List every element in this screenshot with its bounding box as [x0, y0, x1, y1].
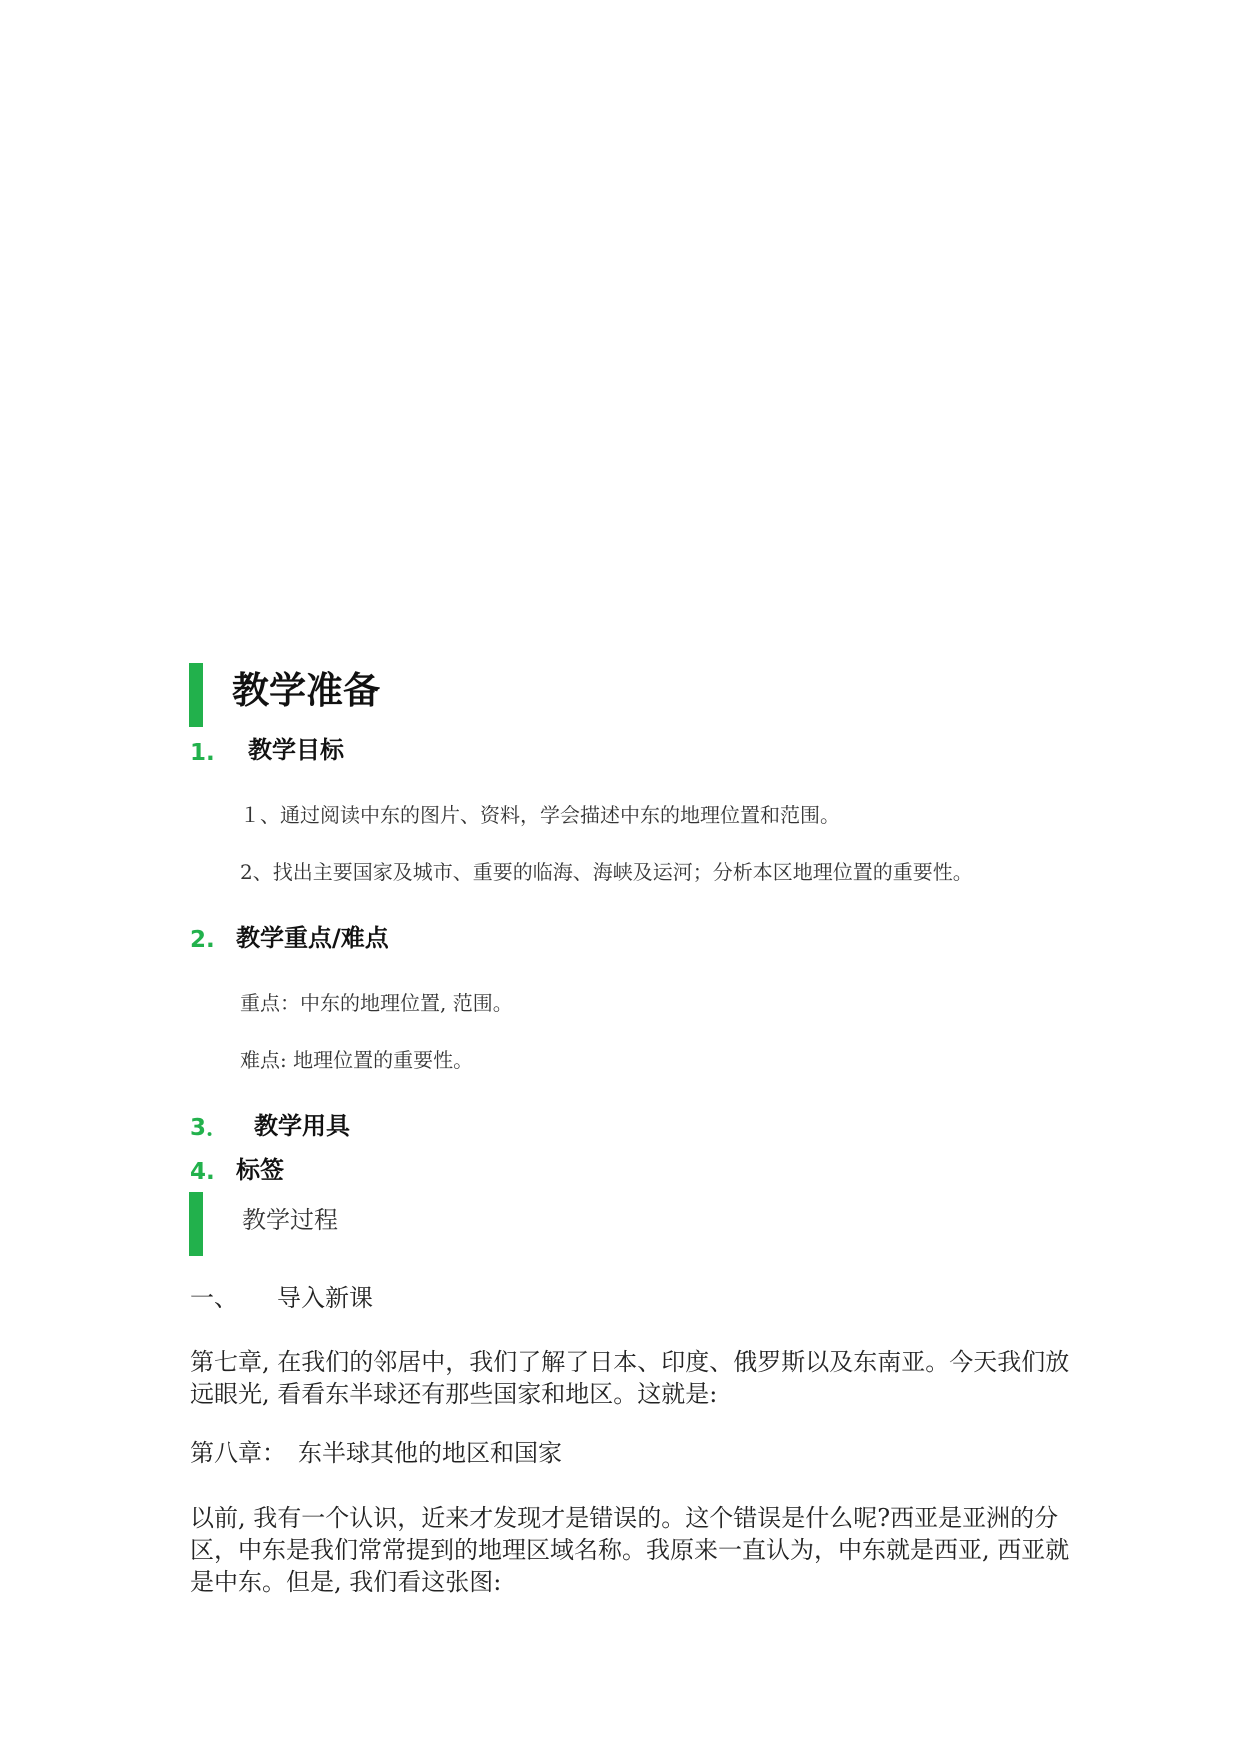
- subsection-title: 教学过程: [242, 1206, 338, 1234]
- objective-1: １、通过阅读中东的图片、资料，学会描述中东的地理位置和范围。: [240, 803, 840, 827]
- key-point-focus: 重点：中东的地理位置, 范围。: [240, 991, 513, 1015]
- section-2-title: 教学重点/难点: [236, 924, 389, 952]
- section-1-number: 1.: [190, 740, 215, 766]
- part-number: 一、: [190, 1284, 238, 1312]
- section-3-title: 教学用具: [254, 1112, 350, 1140]
- paragraph-intro: 第七章, 在我们的邻居中，我们了解了日本、印度、俄罗斯以及东南亚。今天我们放远眼光, 看看东半球还有那些国家和地区。这就是:: [190, 1348, 1070, 1408]
- section-accent-bar: [189, 663, 203, 727]
- paragraph-discussion: 以前, 我有一个认识，近来才发现才是错误的。这个错误是什么呢?西亚是亚洲的分区，中东是我们常常提到的地理区域名称。我原来一直认为，中东就是西亚, 西亚就是中东。但是, 我们看这张图:: [190, 1504, 1070, 1596]
- objective-2: 2、找出主要国家及城市、重要的临海、海峡及运河；分析本区地理位置的重要性。: [240, 860, 973, 884]
- section-3-number: 3．: [190, 1115, 230, 1141]
- subsection-accent-bar: [189, 1192, 203, 1256]
- paragraph-chapter: 第八章： 东半球其他的地区和国家: [190, 1439, 562, 1467]
- part-title: 导入新课: [277, 1284, 373, 1312]
- section-title: 教学准备: [232, 669, 380, 712]
- section-4-number: 4.: [190, 1159, 215, 1185]
- section-1-title: 教学目标: [248, 736, 344, 764]
- key-point-difficulty: 难点: 地理位置的重要性。: [240, 1048, 474, 1072]
- section-2-number: 2.: [190, 927, 215, 953]
- section-4-title: 标签: [236, 1156, 284, 1184]
